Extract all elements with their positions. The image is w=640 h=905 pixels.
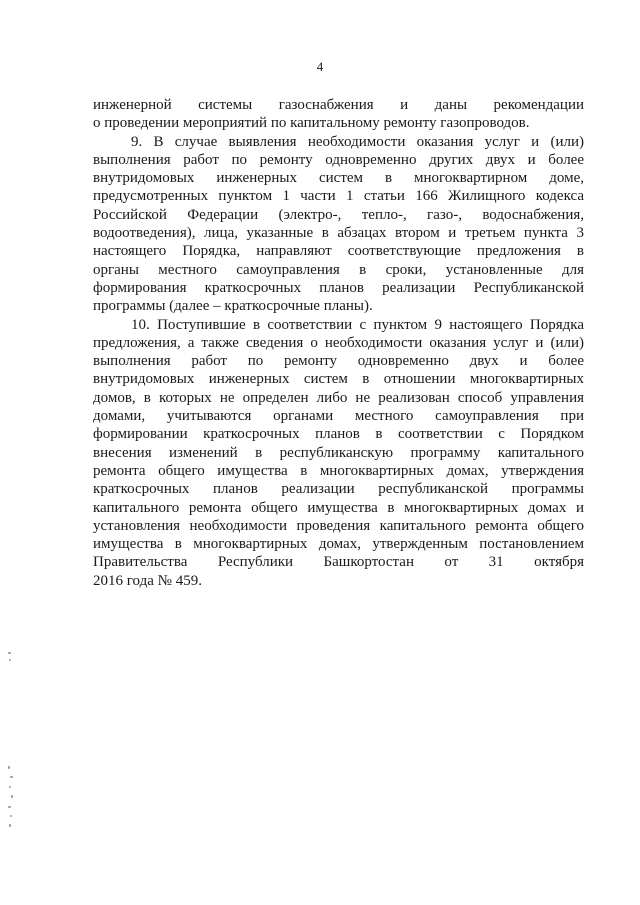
- text-line: домов, в которых не определен либо не реализован способ управления: [93, 389, 584, 406]
- scan-artifact: [9, 824, 11, 827]
- text-line: о проведении мероприятий по капитальному ремонту газопроводов.: [93, 115, 530, 132]
- text-line: настоящего Порядка, направляют соответствующие предложения в: [93, 243, 584, 260]
- scan-artifact: [11, 795, 13, 798]
- text-line: органы местного самоуправления в сроки, установленные для: [93, 261, 584, 278]
- text-line: выполнения работ по ремонту одновременно двух и более: [93, 353, 584, 370]
- scan-artifact: [9, 659, 11, 661]
- text-line: формирования краткосрочных планов реализации Республиканской: [93, 279, 584, 296]
- page-number: 4: [316, 59, 324, 74]
- text-line: установления необходимости проведения капитального ремонта общего: [93, 517, 584, 534]
- scan-artifact: [8, 806, 11, 808]
- text-line: инженерной системы газоснабжения и даны рекомендации: [93, 97, 584, 113]
- scan-artifact: [10, 776, 13, 778]
- paragraph-10-start: 10. Поступившие в соответствии с пунктом 9 настоящего Порядка: [131, 316, 584, 333]
- text-line: программы (далее – краткосрочные планы).: [93, 298, 373, 315]
- text-line: домами, учитываются органами местного самоуправления при: [93, 408, 584, 425]
- text-line: предусмотренных пунктом 1 части 1 статьи 166 Жилищного кодекса: [93, 188, 584, 205]
- text-line: внутридомовых инженерных систем в многоквартирном доме,: [93, 170, 584, 187]
- text-line: краткосрочных планов реализации республиканской программы: [93, 481, 584, 498]
- text-line: формировании краткосрочных планов в соответствии с Порядком: [93, 426, 584, 443]
- scan-artifact: [9, 786, 11, 788]
- text-line: выполнения работ по ремонту одновременно других двух и более: [93, 151, 584, 168]
- text-line: 2016 года № 459.: [93, 572, 202, 589]
- paragraph-9-start: 9. В случае выявления необходимости оказания услуг и (или): [131, 133, 584, 150]
- document-body: [93, 96, 584, 590]
- text-line: Правительства Республики Башкортостан от 31 октября: [93, 554, 584, 571]
- text-line: внутридомовых инженерных систем в отношении многоквартирных: [93, 371, 584, 388]
- text-line: капитального ремонта общего имущества в многоквартирных домах и: [93, 499, 584, 516]
- text-line: ремонта общего имущества в многоквартирных домах, утверждения: [93, 462, 584, 479]
- text-line: водоотведения), лица, указанные в абзацах втором и третьем пункта 3: [93, 225, 584, 242]
- scan-artifact: [8, 652, 11, 654]
- text-line: имущества в многоквартирных домах, утвержденным постановлением: [93, 536, 584, 553]
- scan-artifact: [8, 766, 10, 769]
- text-line: предложения, а также сведения о необходимости оказания услуг и (или): [93, 334, 584, 351]
- scan-artifact: [10, 815, 12, 817]
- text-line: Российской Федерации (электро-, тепло-, газо-, водоснабжения,: [93, 206, 584, 223]
- text-line: внесения изменений в республиканскую программу капитального: [93, 444, 584, 461]
